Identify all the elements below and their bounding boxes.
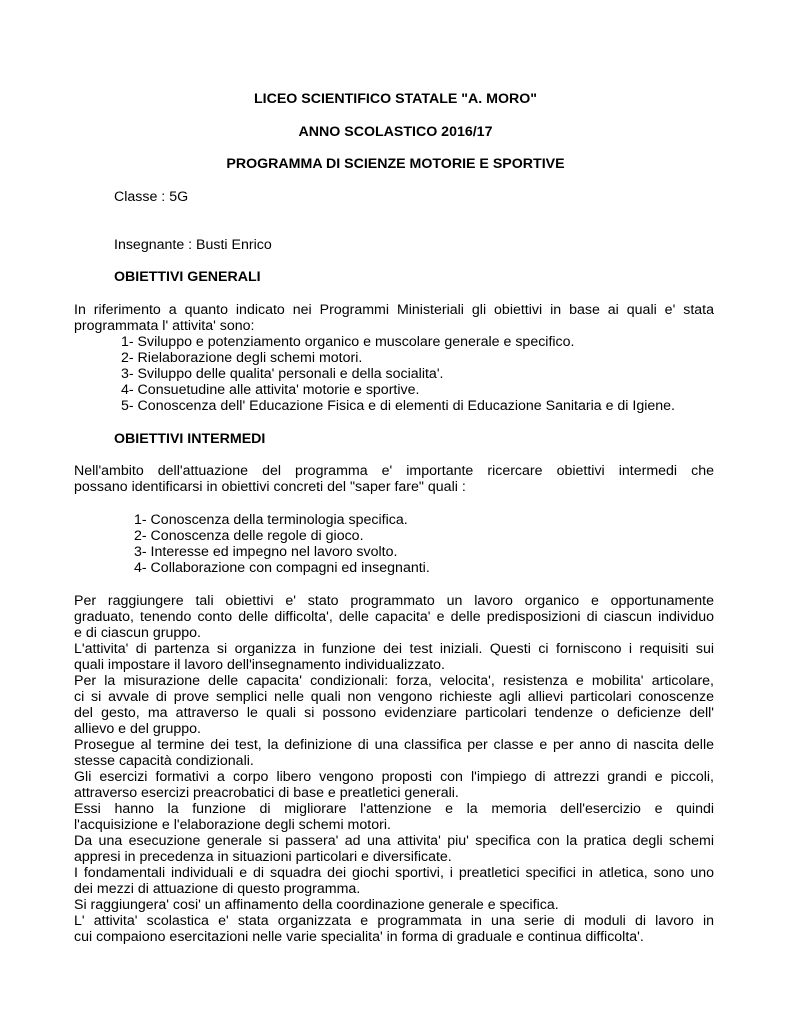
body-line: ci si avvale di prove semplici nelle quali non vengono richieste agli allievi particolari conoscenze	[74, 689, 714, 705]
body-line: Per la misurazione delle capacita' condizionali: forza, velocita', resistenza e mobilita' articolare,	[74, 673, 714, 689]
body-line: graduato, tenendo conto delle difficolta', delle capacita' e delle predisposizioni di ciascun individuo	[74, 609, 714, 625]
intermediate-objective-item: 1- Conoscenza della terminologia specifica.	[134, 512, 408, 528]
intermediate-objective-item: 2- Conoscenza delle regole di gioco.	[134, 528, 364, 544]
intermediate-intro-line: possano identificarsi in obiettivi concreti del "saper fare" quali :	[74, 479, 466, 495]
body-line: e di ciascun gruppo.	[74, 625, 201, 641]
body-line: l'acquisizione e l'elaborazione degli schemi motori.	[74, 817, 391, 833]
intermediate-objective-item: 4- Collaborazione con compagni ed insegnanti.	[134, 560, 430, 576]
general-objectives-heading: OBIETTIVI GENERALI	[114, 269, 261, 285]
body-line: stesse capacità condizionali.	[74, 753, 254, 769]
general-intro-line: programmata l' attivita' sono:	[74, 318, 255, 334]
general-objective-item: 5- Conoscenza dell' Educazione Fisica e di elementi di Educazione Sanitaria e di Igiene.	[121, 398, 675, 414]
body-line: del gesto, ma attraverso le quali si possono evidenziare particolari tendenze o deficienze dell'	[74, 705, 714, 721]
class-label: Classe : 5G	[114, 189, 189, 205]
body-line: cui compaiono esercitazioni nelle varie specialita' in forma di graduale e continua difficolta'.	[74, 929, 644, 945]
school-title: LICEO SCIENTIFICO STATALE "A. MORO"	[253, 91, 537, 107]
intermediate-intro-line: Nell'ambito dell'attuazione del programma e' importante ricercare obiettivi intermedi che	[74, 463, 714, 479]
intermediate-objective-item: 3- Interesse ed impegno nel lavoro svolto.	[134, 544, 398, 560]
general-objective-item: 3- Sviluppo delle qualita' personali e della socialita'.	[121, 366, 444, 382]
body-line: dei mezzi di attuazione di questo programma.	[74, 881, 361, 897]
body-line: L'attivita' di partenza si organizza in funzione dei test iniziali. Questi ci forniscono i requisiti sui	[74, 641, 714, 657]
body-line: Si raggiungera' cosi' un affinamento della coordinazione generale e specifica.	[74, 897, 559, 913]
body-line: attraverso esercizi preacrobatici di base e preatletici generali.	[74, 785, 459, 801]
body-line: Da una esecuzione generale si passera' ad una attivita' piu' specifica con la pratica degli schemi	[74, 833, 714, 849]
body-line: Essi hanno la funzione di migliorare l'attenzione e la memoria dell'esercizio e quindi	[74, 801, 714, 817]
general-objective-item: 1- Sviluppo e potenziamento organico e muscolare generale e specifico.	[121, 334, 575, 350]
body-line: Prosegue al termine dei test, la definizione di una classifica per classe e per anno di nascita delle	[74, 737, 714, 753]
body-line: quali impostare il lavoro dell'insegnamento individualizzato.	[74, 657, 446, 673]
intermediate-objectives-heading: OBIETTIVI INTERMEDI	[114, 431, 266, 447]
body-line: I fondamentali individuali e di squadra dei giochi sportivi, i preatletici specifici in atletica, sono uno	[74, 865, 714, 881]
general-objective-item: 4- Consuetudine alle attivita' motorie e sportive.	[121, 382, 420, 398]
general-intro-line: In riferimento a quanto indicato nei Programmi Ministeriali gli obiettivi in base ai quali e' stata	[74, 302, 714, 318]
body-line: allievo e del gruppo.	[74, 721, 201, 737]
school-year: ANNO SCOLASTICO 2016/17	[298, 124, 493, 140]
program-title: PROGRAMMA DI SCIENZE MOTORIE E SPORTIVE	[226, 156, 565, 172]
teacher-label: Insegnante : Busti Enrico	[114, 237, 272, 253]
general-objective-item: 2- Rielaborazione degli schemi motori.	[121, 350, 363, 366]
body-line: appresi in precedenza in situazioni particolari e diversificate.	[74, 849, 452, 865]
body-line: Per raggiungere tali obiettivi e' stato programmato un lavoro organico e opportunamente	[74, 593, 714, 609]
body-line: L' attivita' scolastica e' stata organizzata e programmata in una serie di moduli di lavoro in	[74, 913, 714, 929]
body-line: Gli esercizi formativi a corpo libero vengono proposti con l'impiego di attrezzi grandi e piccoli,	[74, 769, 714, 785]
